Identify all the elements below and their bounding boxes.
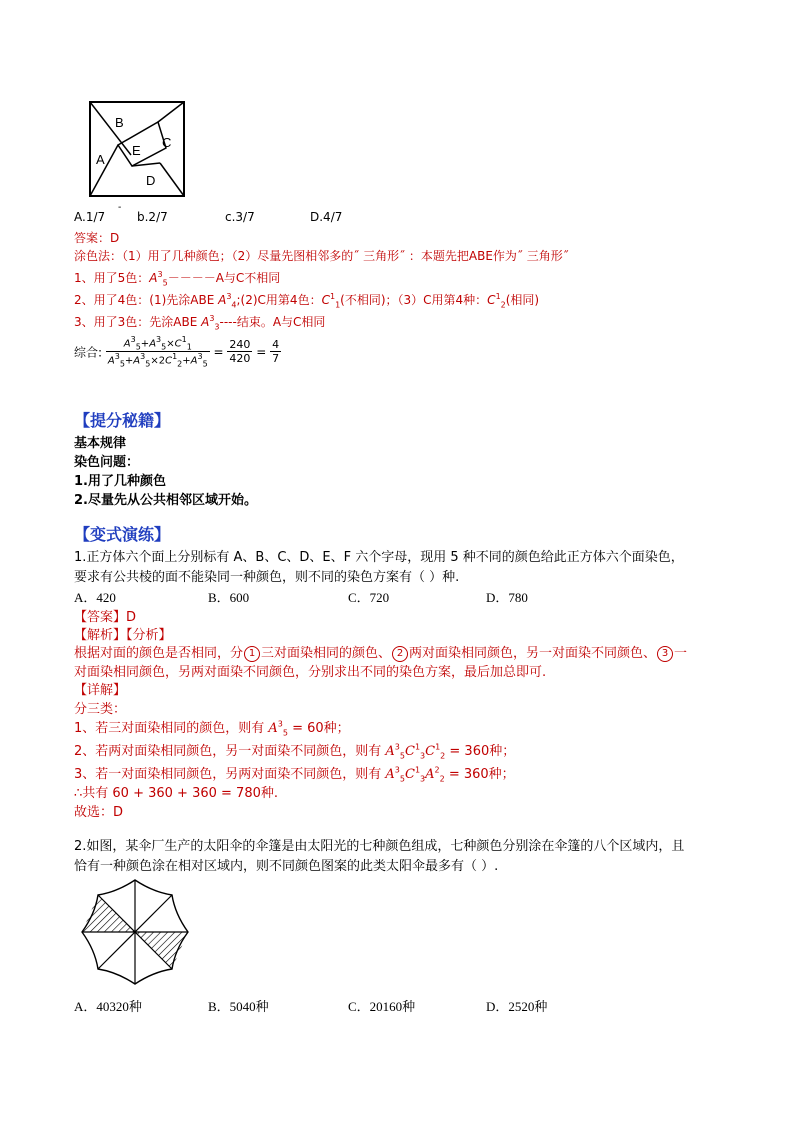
q1-option-a: A．420 bbox=[74, 590, 116, 605]
umbrella-figure bbox=[80, 878, 190, 986]
practice-heading: 【变式演练】 bbox=[74, 525, 171, 544]
circled-2: 2 bbox=[392, 646, 408, 662]
q1-detail-5: 故选：D bbox=[74, 805, 124, 820]
label-C: C bbox=[162, 135, 172, 150]
q1-detail-3: 3、若一对面染相同颜色，另两对面染不同颜色，则有 $A^3_5C^1_3A^2_2 = 360$种； bbox=[74, 765, 515, 784]
q2-option-a: A．40320种 bbox=[74, 999, 142, 1014]
q2-line1: 2.如图，某伞厂生产的太阳伞的伞篷是由太阳光的七种颜色组成，七种颜色分别涂在伞篷的八个区域内，且 bbox=[74, 839, 685, 854]
q0-case2: 2、用了4色：(1)先涂ABE $A^3_4;(2)C$用第4色：$C^1_1$(不相同)；（3）C用第4种：$C^1_2$(相同) bbox=[74, 292, 540, 310]
q1-analysis: 【解析】【分析】 bbox=[74, 628, 172, 643]
q1-line1: 1.正方体六个面上分别标有 A、B、C、D、E、F 六个字母，现用 5 种不同的颜色给此正方体六个面染色， bbox=[74, 550, 684, 565]
q2-line2: 恰有一种颜色涂在相对区域内，则不同颜色图案的此类太阳伞最多有（ ）. bbox=[74, 859, 499, 874]
q0-case1: 1、用了5色：$A^3_5----A$与C不相同 bbox=[74, 270, 281, 288]
q0-option-b: b.2/7 bbox=[137, 210, 168, 224]
tips-line4: 2.尽量先从公共相邻区域开始。 bbox=[74, 493, 257, 508]
q1-detail-1: 1、若三对面染相同的颜色，则有 $A^3_5 = 60$种； bbox=[74, 719, 350, 738]
q0-case3: 3、用了3色：先涂ABE $A^3_3----$结束。A与C相同 bbox=[74, 314, 326, 332]
label-D: D bbox=[146, 173, 156, 188]
q0-method: 涂色法：（1）用了几种颜色；（2）尽量先图相邻多的˝ 三角形˝ ：本题先把ABE作为˝ 三角形˝ bbox=[74, 249, 569, 263]
q1-detail-4: ∴共有 60 + 360 + 360 = 780种. bbox=[74, 786, 278, 801]
q0-option-c: c.3/7 bbox=[225, 210, 255, 224]
label-A: A bbox=[96, 152, 105, 167]
tips-heading: 【提分秘籍】 bbox=[74, 411, 171, 430]
q1-answer: 【答案】D bbox=[74, 610, 137, 625]
q1-detail-0: 分三类： bbox=[74, 702, 127, 717]
q0-summary: 综合: $\frac{A^3_5+A^3_5\times C^1_1}{A^3_5+A^3_5\times 2C^1_2+A^3_5}$ = $\frac{240}{420}$ = $\frac{4}{7}$ bbox=[74, 335, 280, 369]
q0-option-d: D.4/7 bbox=[310, 210, 343, 224]
tips-line1: 基本规律 bbox=[74, 436, 127, 451]
q0-answer: 答案：D bbox=[74, 231, 120, 245]
q1-option-d: D．780 bbox=[486, 590, 528, 605]
q1-option-b: B．600 bbox=[208, 590, 250, 605]
q1-analysis-line2: 对面染相同颜色，另两对面染不同颜色，分别求出不同的染色方案，最后加总即可. bbox=[74, 665, 547, 680]
q1-analysis-line1: 根据对面的颜色是否相同，分 1 三对面染相同的颜色、 2 两对面染相同颜色，另一对面染不同颜色、 3 一 bbox=[74, 646, 688, 661]
q2-option-c: C．20160种 bbox=[348, 999, 416, 1014]
tips-line2: 染色问题： bbox=[74, 455, 140, 470]
label-E: E bbox=[132, 143, 141, 158]
q1-option-c: C．720 bbox=[348, 590, 390, 605]
circled-3: 3 bbox=[657, 646, 673, 662]
summary-fraction-1: $\frac{A^3_5+A^3_5\times C^1_1}{A^3_5+A^3_5\times 2C^1_2+A^3_5}$ bbox=[107, 335, 208, 369]
summary-fraction-2: $\frac{240}{420}$ bbox=[229, 338, 251, 366]
summary-fraction-3: $\frac{4}{7}$ bbox=[272, 338, 280, 366]
q2-option-d: D．2520种 bbox=[486, 999, 548, 1014]
square-figure bbox=[88, 100, 188, 215]
tick-mark: - bbox=[118, 202, 122, 213]
q1-detail-2: 2、若两对面染相同颜色，另一对面染不同颜色，则有 $A^3_5C^1_3C^1_2 = 360$种； bbox=[74, 742, 516, 761]
circled-1: 1 bbox=[244, 646, 260, 662]
q2-option-b: B．5040种 bbox=[208, 999, 269, 1014]
tips-line3: 1.用了几种颜色 bbox=[74, 474, 166, 489]
label-B: B bbox=[115, 115, 124, 130]
q1-line2: 要求有公共棱的面不能染同一种颜色，则不同的染色方案有（ ）种. bbox=[74, 570, 460, 585]
q1-detail: 【详解】 bbox=[74, 683, 127, 698]
q0-option-a: A.1/7 bbox=[74, 210, 106, 224]
